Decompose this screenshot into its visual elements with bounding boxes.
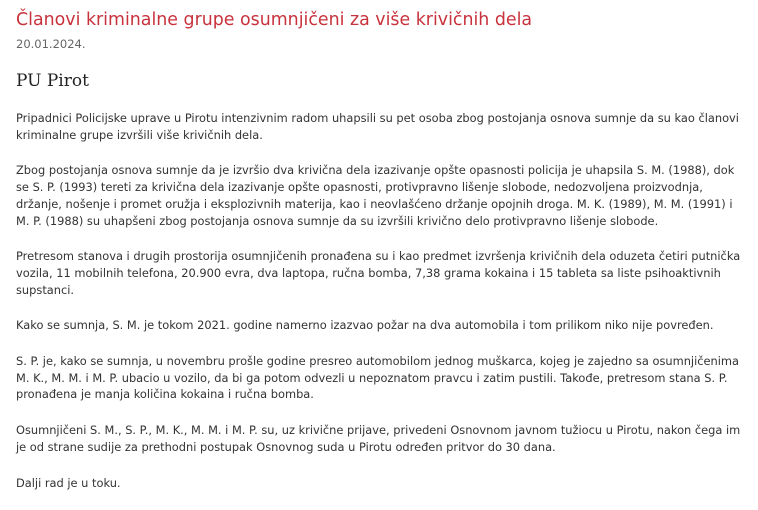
paragraph-intro: Pripadnici Policijske uprave u Pirotu intenzivnim radom uhapsili su pet osoba zbog postojanja osnova sumnje da su kao članovi kriminalne grupe izvršili više krivičnih dela. [16,111,739,142]
article-title[interactable]: Članovi kriminalne grupe osumnjičeni za više krivičnih dela [16,10,533,30]
article-date: 20.01.2024. [16,37,86,51]
article-body [16,110,746,491]
paragraph-arson: Kako se sumnja, S. M. je tokom 2021. godine namerno izazvao požar na dva automobila i tom prilikom niko nije povređen. [16,318,714,333]
paragraph-abduction: S. P. je, kako se sumnja, u novembru prošle godine presreo automobilom jednog muškarca, kojeg je zajedno sa osumnjičenima M. K., M. M. i M. P. ubacio u vozilo, da bi ga potom odvezli u nepoznatom pravcu i zatim pustili. Takođe, pretresom stana S. P. pronađena je manja količina kokaina i ručna bomba. [16,354,739,402]
article [16,9,746,510]
paragraph-ongoing: Dalji rad je u toku. [16,475,121,490]
paragraph-detention: Osumnjičeni S. M., S. P., M. K., M. M. i M. P. su, uz krivične prijave, privedeni Osnovnom javnom tužiocu u Pirotu, nakon čega im je od strane sudije za prethodni postupak Osnovnog suda u Pirotu određen pritvor do 30 dana. [16,423,741,454]
paragraph-charges: Zbog postojanja osnova sumnje da je izvršio dva krivična dela izazivanje opšte opasnosti policija je uhapsila S. M. (1988), dok se S. P. (1993) tereti za krivična dela izazivanje opšte opasnosti, protivpravno lišenje slobode, nedozvoljena proizvodnja, držanje, nošenje i promet oružja i eksplozivnih materija, kao i neovlašćeno držanje opojnih droga. M. K. (1989), M. M. (1991) i M. P. (1988) su uhapšeni zbog postojanja osnova sumnje da su izvršili krivično delo protivpravno lišenje slobode. [16,163,735,228]
paragraph-search: Pretresom stanova i drugih prostorija osumnjičenih pronađena su i kao predmet izvršenja krivičnih dela oduzeta četiri putnička vozila, 11 mobilnih telefona, 20.900 evra, dva laptopa, ručna bomba, 7,38 grama kokaina i 15 tableta sa liste psihoaktivnih supstanci. [16,249,741,297]
source-heading: PU Pirot [16,71,89,91]
